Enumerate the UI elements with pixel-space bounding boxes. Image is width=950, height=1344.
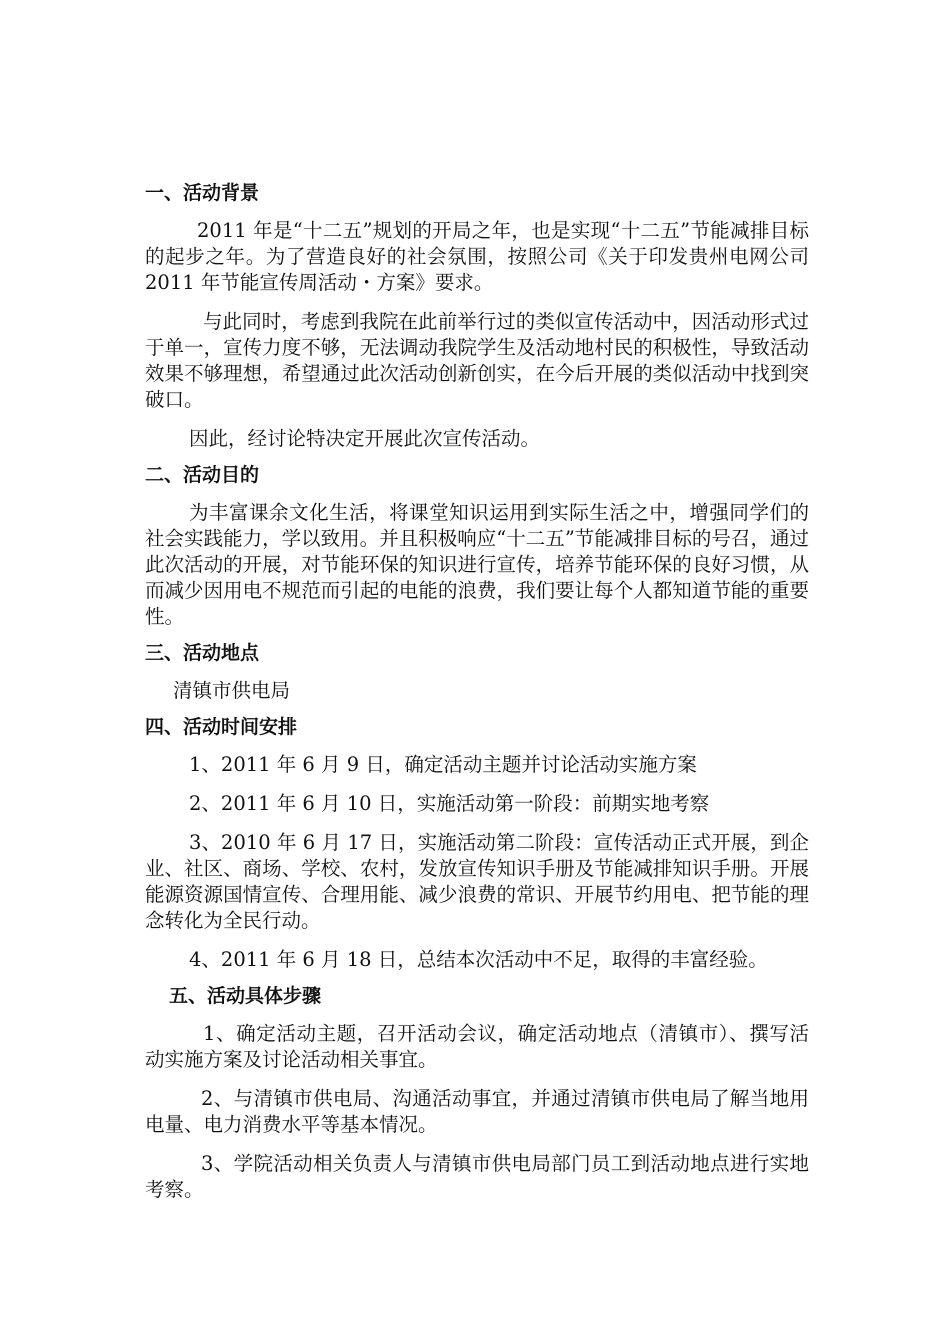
schedule-item-2: 2、2011 年 6 月 10 日，实施活动第一阶段：前期实地考察 xyxy=(189,792,710,815)
purpose-paragraph: 为丰富课余文化生活，将课堂知识运用到实际生活之中，增强同学们的社会实践能力，学以致用。并且积极响应“十二五”节能减排目标的号召，通过此次活动的开展，对节能环保的知识进行宣传，培养节能环保的良好习惯，从而减少因用电不规范而引起的电能的浪费，我们要让每个人都知道节能的重要性。 xyxy=(145,501,809,628)
section-heading-background: 一、活动背景 xyxy=(145,182,260,204)
step-item-2: 2、与清镇市供电局、沟通活动事宜，并通过清镇市供电局了解当地用电量、电力消费水平等基本情况。 xyxy=(145,1087,809,1136)
background-paragraph-3: 因此，经讨论特决定开展此次宣传活动。 xyxy=(189,427,541,450)
location-text: 清镇市供电局 xyxy=(173,679,291,702)
schedule-item-1: 1、2011 年 6 月 9 日，确定活动主题并讨论活动实施方案 xyxy=(189,753,697,776)
section-heading-steps: 五、活动具体步骤 xyxy=(169,985,322,1007)
schedule-item-3: 3、2010 年 6 月 17 日，实施活动第二阶段：宣传活动正式开展，到企业、社区、商场、学校、农村，发放宣传知识手册及节能减排知识手册。开展能源资源国情宣传、合理用能、减少浪费的常识、开展节约用电、把节能的理念转化为全民行动。 xyxy=(145,831,809,932)
step-item-3: 3、学院活动相关负责人与清镇市供电局部门员工到活动地点进行实地考察。 xyxy=(145,1152,809,1201)
document-page xyxy=(145,180,809,1203)
background-paragraph-1: 2011 年是“十二五”规划的开局之年，也是实现“十二五”节能减排目标的起步之年。为了营造良好的社会氛围，按照公司《关于印发贵州电网公司 2011 年节能宣传周活动・方案》要求。 xyxy=(145,219,809,294)
section-heading-location: 三、活动地点 xyxy=(145,642,260,664)
background-paragraph-2: 与此同时，考虑到我院在此前举行过的类似宣传活动中，因活动形式过于单一，宣传力度不够，无法调动我院学生及活动地村民的积极性，导致活动效果不够理想，希望通过此次活动创新创实，在今后开展的类似活动中找到突破口。 xyxy=(145,310,809,411)
step-item-1: 1、确定活动主题，召开活动会议，确定活动地点（清镇市）、撰写活动实施方案及讨论活动相关事宜。 xyxy=(145,1022,809,1071)
section-heading-purpose: 二、活动目的 xyxy=(145,464,260,486)
section-heading-schedule: 四、活动时间安排 xyxy=(145,716,298,738)
schedule-item-4: 4、2011 年 6 月 18 日，总结本次活动中不足，取得的丰富经验。 xyxy=(189,948,768,971)
